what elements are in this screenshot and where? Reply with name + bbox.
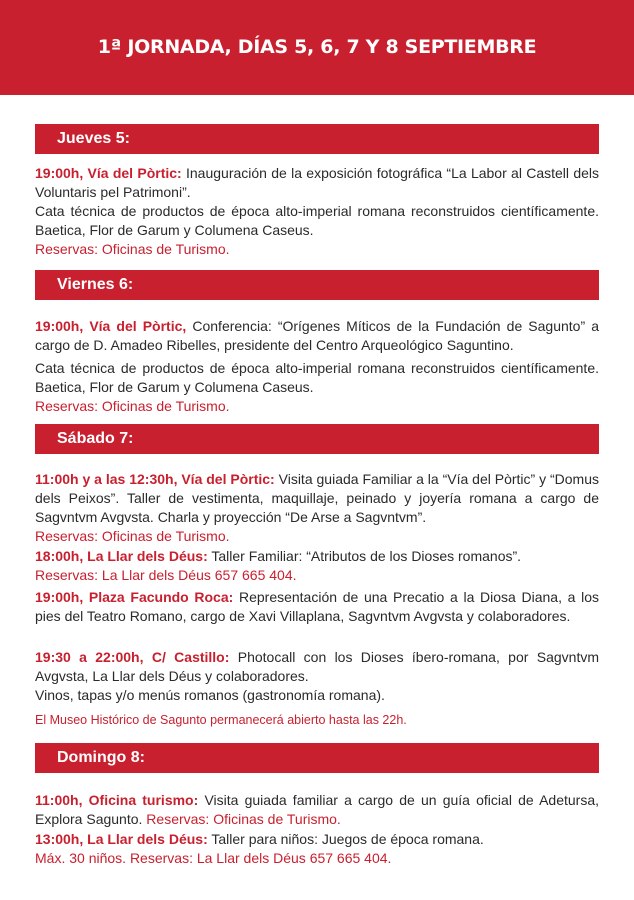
event-description: Taller Familiar: “Atributos de los Dioses romanos”. [207, 548, 522, 564]
event-reservations: Reservas: Oficinas de Turismo. [35, 528, 230, 544]
event-reservations: Reservas: Oficinas de Turismo. [35, 398, 230, 414]
event-extra: Cata técnica de productos de época alto-imperial romana reconstruidos científicamente. Baetica, Flor de Garum y Columena Caseus. [35, 360, 599, 395]
event-reservations: Reservas: La Llar dels Déus 657 665 404. [35, 567, 297, 583]
event-entry [35, 547, 599, 585]
title-banner [0, 0, 634, 95]
event-description: Representación de una Precatio a la Diosa Diana, a los pies del Teatro Romano, cargo de Xavi Villaplana, Sagvntvm Avgvsta y colaboradores. [35, 589, 599, 624]
event-time-place: 18:00h, La Llar dels Déus: [35, 548, 208, 564]
event-entry [35, 164, 599, 259]
event-entry [35, 791, 599, 829]
day-header-jueves: Jueves 5: [35, 124, 599, 154]
event-reservations: Máx. 30 niños. Reservas: La Llar dels Déus 657 665 404. [35, 850, 392, 866]
event-time-place: 19:00h, Vía del Pòrtic, [35, 318, 187, 334]
day-header-sabado: Sábado 7: [35, 424, 599, 454]
day-header-viernes: Viernes 6: [35, 270, 599, 300]
event-time-place: 13:00h, La Llar dels Déus: [35, 831, 208, 847]
event-reservations: Reservas: Oficinas de Turismo. [146, 811, 341, 827]
event-entry [35, 648, 599, 705]
event-description: Taller para niños: Juegos de época romana. [207, 831, 484, 847]
event-time-place: 19:00h, Plaza Facundo Roca: [35, 589, 234, 605]
museum-note: El Museo Histórico de Sagunto permanecerá abierto hasta las 22h. [35, 713, 407, 727]
event-description: Inauguración de la exposición fotográfica “La Labor al Castell dels Voluntaris pel Patrimoni”. [35, 165, 599, 200]
event-extra: Cata técnica de productos de época alto-imperial romana reconstruidos científicamente. Baetica, Flor de Garum y Columena Caseus. [35, 203, 599, 238]
event-entry [35, 830, 599, 868]
event-extra: Vinos, tapas y/o menús romanos (gastronomía romana). [35, 687, 385, 703]
event-description: Visita guiada Familiar a la “Vía del Pòrtic” y “Domus dels Peixos”. Taller de vestimenta, maquillaje, peinado y joyería romana a cargo de Sagvntvm Avgvsta. Charla y proyección “De Arse a Sagvntvm”. [35, 471, 599, 525]
event-time-place: 11:00h y a las 12:30h, Vía del Pòrtic: [35, 471, 275, 487]
event-entry [35, 588, 599, 626]
page-title: 1ª JORNADA, DÍAS 5, 6, 7 Y 8 SEPTIEMBRE [97, 35, 537, 58]
day-header-domingo: Domingo 8: [35, 743, 599, 773]
event-description: Conferencia: “Orígenes Míticos de la Fundación de Sagunto” a cargo de D. Amadeo Ribelles, presidente del Centro Arqueológico Saguntino. [35, 318, 599, 353]
event-time-place: 19:30 a 22:00h, C/ Castillo: [35, 649, 230, 665]
event-time-place: 19:00h, Vía del Pòrtic: [35, 165, 182, 181]
event-description: Visita guiada familiar a cargo de un guía oficial de Adetursa, Explora Sagunto. [35, 792, 599, 827]
event-entry [35, 470, 599, 546]
event-time-place: 11:00h, Oficina turismo: [35, 792, 199, 808]
event-entry [35, 317, 599, 416]
event-reservations: Reservas: Oficinas de Turismo. [35, 241, 230, 257]
event-description: Photocall con los Dioses íbero-romana, por Sagvntvm Avgvsta, La Llar dels Déus y colaboradores. [35, 649, 599, 684]
